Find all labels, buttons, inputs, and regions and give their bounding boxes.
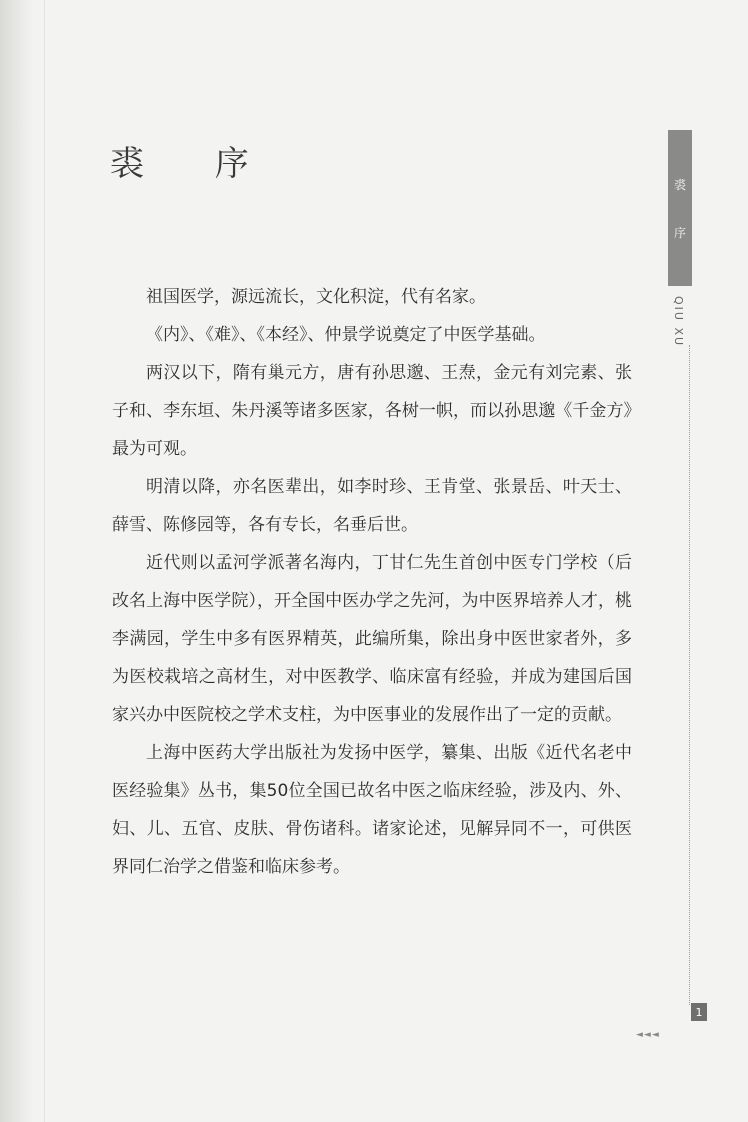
side-tab-pinyin: QIU XU — [672, 296, 685, 348]
margin-dotted-rule — [689, 345, 690, 1005]
paragraph: 明清以降，亦名医辈出，如李时珍、王肯堂、张景岳、叶天士、薛雪、陈修园等，各有专长，名垂后世。 — [112, 477, 632, 535]
paragraph: 两汉以下，隋有巢元方，唐有孙思邈、王焘，金元有刘完素、张子和、李东垣、朱丹溪等诸多医家，各树一帜，而以孙思邈《千金方》最为可观。 — [112, 363, 632, 459]
paragraph: 祖国医学，源远流长，文化积淀，代有名家。 — [146, 287, 486, 307]
gutter-line — [44, 0, 45, 1122]
paragraph: 《内》、《难》、《本经》、仲景学说奠定了中医学基础。 — [146, 325, 546, 345]
side-tab-char: 序 — [673, 225, 686, 240]
page-title: 裘 序 — [110, 144, 279, 184]
chapter-side-tab — [668, 130, 692, 286]
book-spine-shadow — [0, 0, 34, 1122]
nav-arrows-icon: ◄◄◄ — [636, 1030, 660, 1040]
preface-body — [112, 278, 632, 886]
side-tab-char: 裘 — [673, 177, 686, 192]
paragraph: 近代则以孟河学派著名海内，丁甘仁先生首创中医专门学校（后改名上海中医学院），开全国中医办学之先河，为中医界培养人才，桃李满园，学生中多有医界精英，此编所集，除出身中医世家者外，多为医校栽培之高材生，对中医教学、临床富有经验，并成为建国后国家兴办中医院校之学术支柱，为中医事业的发展作出了一定的贡献。 — [112, 553, 632, 725]
paragraph: 上海中医药大学出版社为发扬中医学，纂集、出版《近代名老中医经验集》丛书，集50位全国已故名中医之临床经验，涉及内、外、妇、儿、五官、皮肤、骨伤诸科。诸家论述，见解异同不一，可供医界同仁治学之借鉴和临床参考。 — [112, 743, 632, 877]
page-number: 1 — [691, 1003, 707, 1021]
